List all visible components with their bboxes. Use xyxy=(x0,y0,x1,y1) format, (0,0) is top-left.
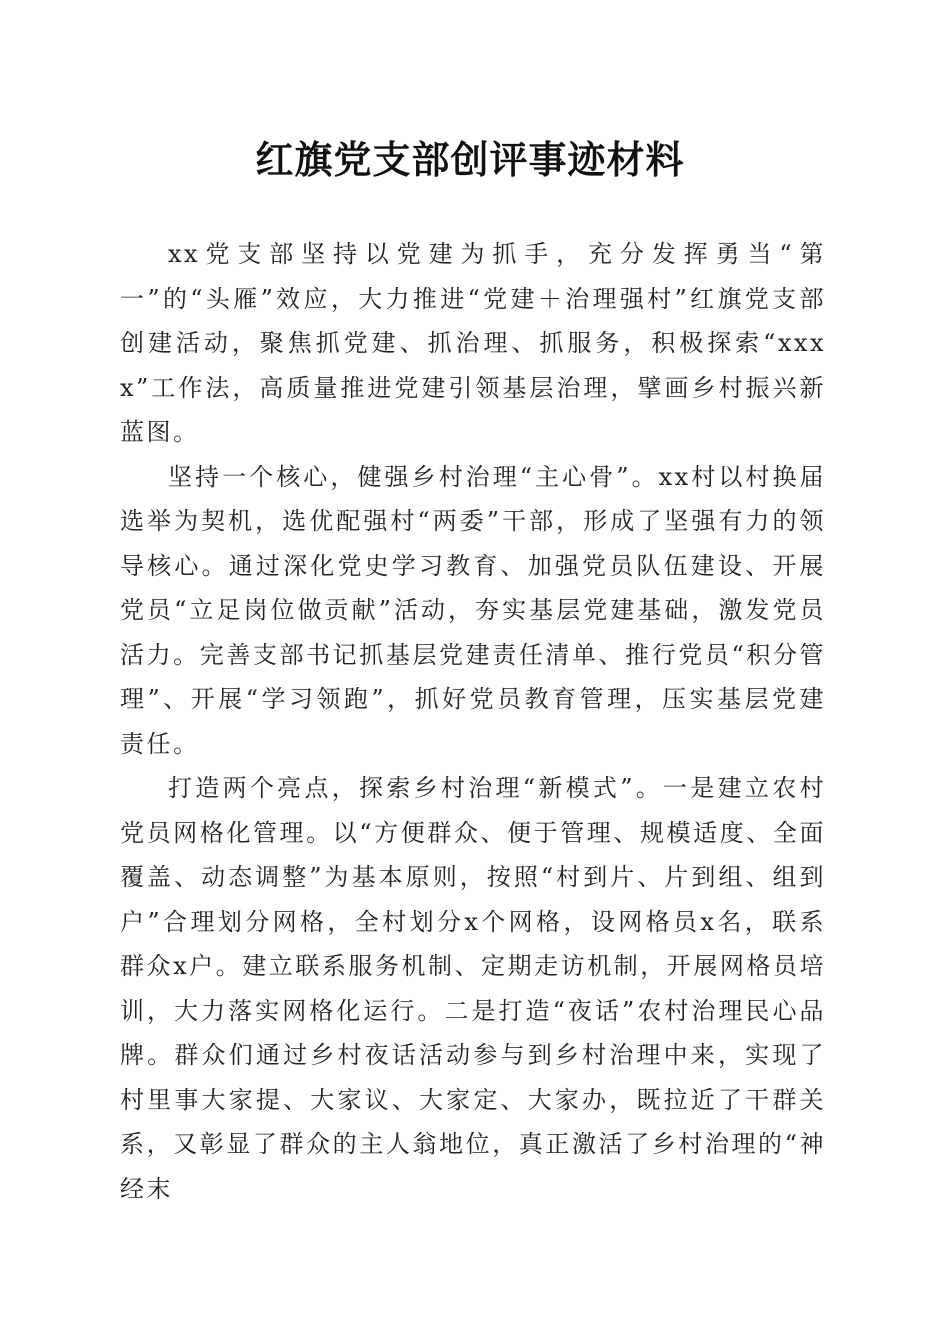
paragraph-intro: xx党支部坚持以党建为抓手，充分发挥勇当“第一”的“头雁”效应，大力推进“党建＋治理强村”红旗党支部创建活动，聚焦抓党建、抓治理、抓服务，积极探索“xxxx”工作法，高质量推进党建引领基层治理，擘画乡村振兴新蓝图。 xyxy=(120,240,826,446)
document-body xyxy=(120,232,826,1211)
document-title: 红旗党支部创评事迹材料 xyxy=(255,137,685,182)
paragraph-core: 坚持一个核心，健强乡村治理“主心骨”。xx村以村换届选举为契机，选优配强村“两委”干部，形成了坚强有力的领导核心。通过深化党史学习教育、加强党员队伍建设、开展党员“立足岗位做贡献”活动，夯实基层党建基础，激发党员活力。完善支部书记抓基层党建责任清单、推行党员“积分管理”、开展“学习领跑”，抓好党员教育管理，压实基层党建责任。 xyxy=(120,462,826,758)
paragraph-highlights: 打造两个亮点，探索乡村治理“新模式”。一是建立农村党员网格化管理。以“方便群众、便于管理、规模适度、全面覆盖、动态调整”为基本原则，按照“村到片、片到组、组到户”合理划分网格，全村划分x个网格，设网格员x名，联系群众x户。建立联系服务机制、定期走访机制，开展网格员培训，大力落实网格化运行。二是打造“夜话”农村治理民心品牌。群众们通过乡村夜话活动参与到乡村治理中来，实现了村里事大家提、大家议、大家定、大家办，既拉近了干群关系，又彰显了群众的主人翁地位，真正激活了乡村治理的“神经末 xyxy=(120,774,826,1203)
